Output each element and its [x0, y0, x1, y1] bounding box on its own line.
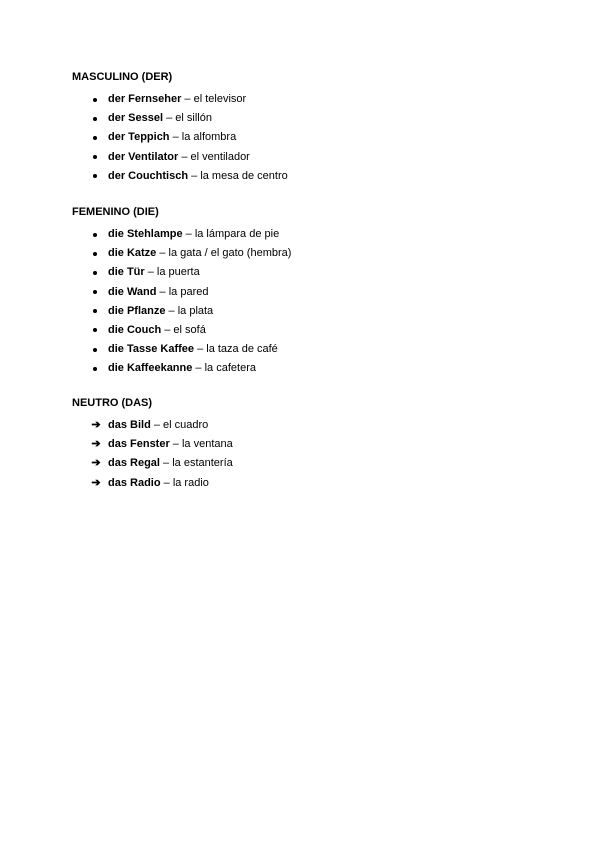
german-word: die Wand — [108, 285, 157, 298]
spanish-translation: la alfombra — [181, 131, 237, 144]
separator: – — [144, 266, 157, 279]
spanish-translation: la gata / el gato (hembra) — [168, 247, 292, 260]
section-heading: NEUTRO (DAS) — [72, 397, 153, 409]
spanish-translation: la pared — [168, 285, 209, 298]
separator: – — [160, 476, 173, 489]
section-masculino — [72, 71, 288, 186]
spanish-translation: la cafetera — [204, 362, 256, 375]
german-word: der Teppich — [108, 131, 170, 144]
spanish-translation: la estantería — [172, 457, 233, 470]
separator: – — [165, 304, 178, 317]
spanish-translation: la mesa de centro — [200, 169, 288, 182]
spanish-translation: el televisor — [193, 93, 247, 105]
list-item — [72, 474, 233, 493]
separator: – — [192, 362, 205, 375]
list-item — [72, 90, 288, 109]
arrow-right-icon: ➔ — [91, 457, 101, 470]
separator: – — [181, 93, 194, 105]
separator: – — [163, 112, 176, 125]
german-word: das Regal — [108, 457, 160, 470]
separator: – — [156, 285, 169, 298]
list-item — [72, 302, 291, 321]
separator: – — [178, 150, 191, 163]
german-word: das Radio — [108, 476, 161, 489]
vocab-list — [72, 225, 291, 379]
arrow-right-icon: ➔ — [91, 438, 101, 451]
list-item — [72, 128, 288, 147]
german-word: die Stehlampe — [108, 228, 183, 240]
list-item — [72, 225, 291, 244]
german-word: das Fenster — [108, 438, 170, 451]
list-item — [72, 167, 288, 186]
list-item — [72, 148, 288, 167]
spanish-translation: el cuadro — [163, 419, 209, 431]
german-word: die Kaffeekanne — [108, 362, 193, 375]
separator: – — [156, 247, 169, 260]
list-item — [72, 263, 291, 282]
list-item — [72, 359, 291, 378]
spanish-translation: el sofá — [173, 323, 206, 336]
section-heading: FEMENINO (DIE) — [72, 206, 159, 218]
arrow-right-icon: ➔ — [91, 419, 101, 431]
german-word: die Tür — [108, 266, 145, 279]
german-word: der Sessel — [108, 112, 164, 125]
list-item — [72, 109, 288, 128]
separator: – — [194, 343, 207, 356]
separator: – — [169, 438, 182, 451]
german-word: die Pflanze — [108, 304, 166, 317]
list-item — [72, 244, 291, 263]
spanish-translation: la puerta — [156, 266, 200, 279]
spanish-translation: la plata — [177, 304, 214, 317]
separator: – — [188, 169, 201, 182]
list-item — [72, 283, 291, 302]
list-item — [72, 454, 233, 473]
german-word: der Couchtisch — [108, 169, 189, 182]
german-word: die Couch — [108, 323, 162, 336]
section-femenino — [72, 206, 291, 379]
spanish-translation: el sillón — [175, 112, 212, 125]
german-word: der Ventilator — [108, 150, 179, 163]
german-word: die Katze — [108, 247, 157, 260]
spanish-translation: la radio — [172, 476, 209, 489]
vocab-list — [72, 416, 233, 493]
list-item — [72, 435, 233, 454]
list-item — [72, 321, 291, 340]
section-heading: MASCULINO (DER) — [72, 71, 173, 83]
german-word: das Bild — [108, 419, 151, 431]
separator: – — [150, 419, 164, 431]
list-item — [72, 416, 233, 435]
german-word: der Fernseher — [108, 93, 182, 105]
spanish-translation: la ventana — [181, 438, 233, 451]
spanish-translation: la lámpara de pie — [194, 228, 280, 240]
separator: – — [159, 457, 173, 470]
separator: – — [169, 131, 182, 144]
german-word: die Tasse Kaffee — [108, 343, 195, 356]
separator: – — [182, 228, 195, 240]
list-item — [72, 340, 291, 359]
spanish-translation: el ventilador — [190, 150, 250, 163]
section-neutro — [72, 397, 233, 493]
vocab-list — [72, 90, 288, 186]
arrow-right-icon: ➔ — [91, 476, 101, 489]
separator: – — [161, 323, 174, 336]
spanish-translation: la taza de café — [206, 343, 278, 356]
